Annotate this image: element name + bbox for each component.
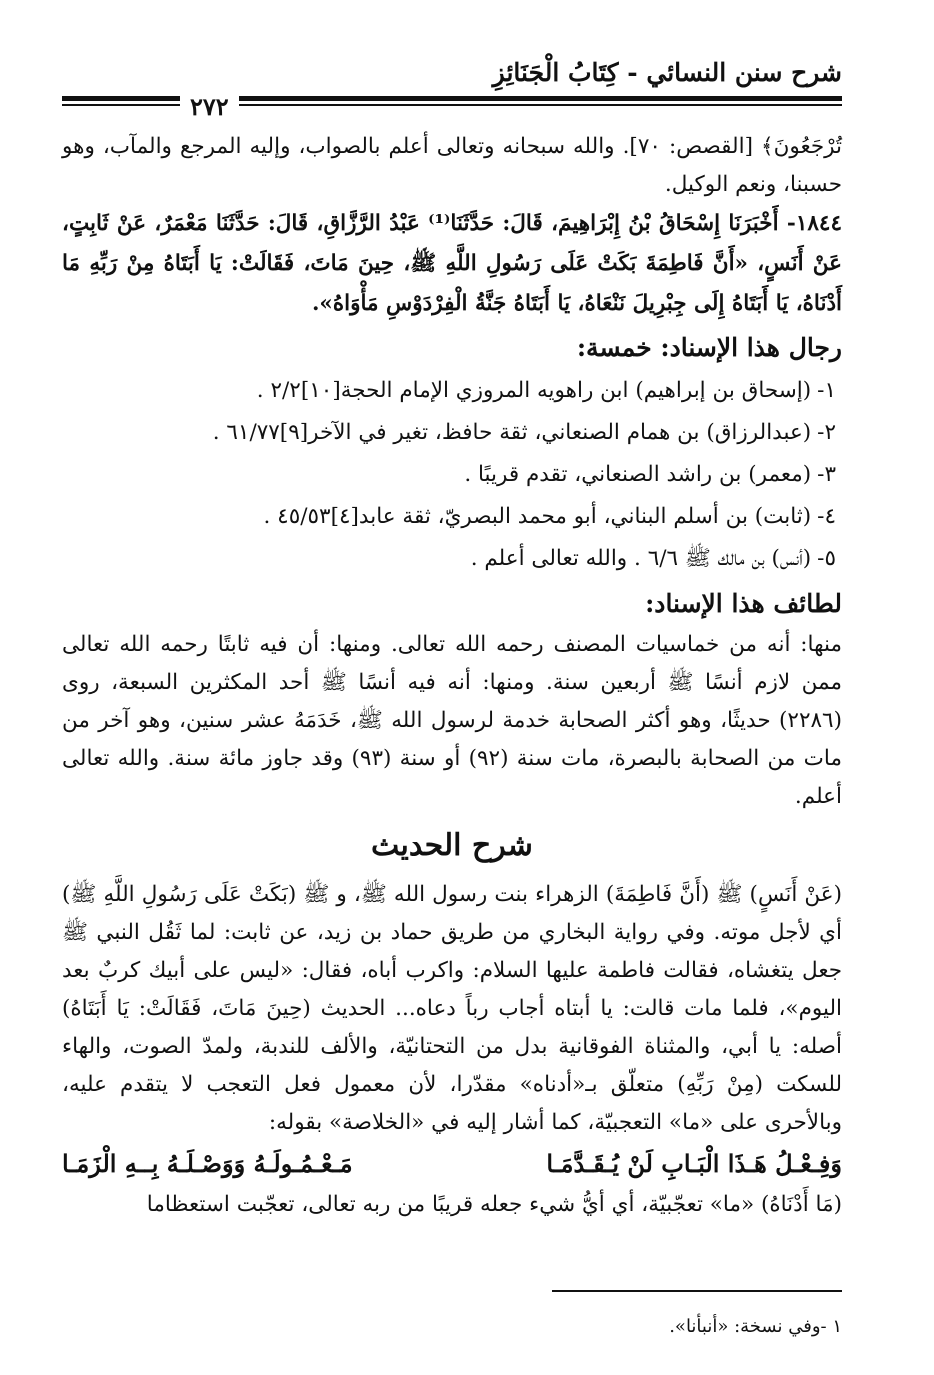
subtleties-paragraph: منها: أنه من خماسيات المصنف رحمه الله تعالى. ومنها: أن فيه ثابتًا رحمه الله تعالى ممن لازم أنسًا ﷺ أربعين سنة. ومنها: أنه فيه أنسًا ﷺ أحد المكثرين السبعة، روى (٢٢٨٦) حديثًا، وهو أكثر الصحابة خدمة لرسول الله ﷺ، خَدَمَهُ عشر سنين، وهو آخر من مات من الصحابة بالبصرة، مات سنة (٩٢) أو سنة (٩٣) وقد جاوز مائة سنة. والله تعالى أعلم. <box>62 632 842 809</box>
book-page <box>62 52 842 1335</box>
poem-verse <box>62 1142 842 1186</box>
footnote-divider <box>552 1290 842 1292</box>
explanation-continued: (مَا أَدْنَاهُ) «ما» تعجّبيّة، أي أيُّ شيء جعله قريبًا من ربه تعالى، تعجّبت استعظاما <box>146 1192 842 1217</box>
narrator-item: ٥-(أنس) بن مالك ﷺ ٦/٦ . والله تعالى أعلم . <box>470 546 836 571</box>
narrators-list <box>62 370 842 580</box>
hadith-text: ١٨٤٤- أَخْبَرَنَا إِسْحَاقُ بْنُ إِبْرَاهِيمَ، قَالَ: حَدَّثَنَا⁽¹⁾ عَبْدُ الرَّزَّاقِ، قَالَ: حَدَّثَنَا مَعْمَرٌ، عَنْ ثَابِتٍ، عَنْ أَنَسٍ، «أَنَّ فَاطِمَةَ بَكَتْ عَلَى رَسُولِ اللَّهِ ﷺ، حِينَ مَاتَ، فَقَالَتْ: يَا أَبَتَاهُ مِنْ رَبِّهِ مَا أَدْنَاهُ، يَا أَبَتَاهُ إِلَى جِبْرِيلَ نَنْعَاهُ، يَا أَبَتَاهُ جَنَّةُ الْفِرْدَوْسِ مَأْوَاهُ». <box>62 211 843 316</box>
narrator-item: ٤-(ثابت) بن أسلم البناني، أبو محمد البصريّ، ثقة عابد[٤]٤٥/٥٣ . <box>263 504 836 529</box>
running-title: شرح سنن النسائي - كِتَابُ الْجَنَائِزِ <box>492 58 842 87</box>
narrators-heading: رجال هذا الإسناد: خمسة: <box>576 333 842 362</box>
header-rule-thick <box>62 96 842 101</box>
poem-second-hemistich: مَـعْـمُـولَـهُ وَوَصْـلَـهُ بِــهِ الْزَمَـا <box>62 1149 353 1178</box>
header-rule-thin <box>62 104 842 106</box>
footnote: ١ -وفي نسخة: «أنبأنا». <box>669 1316 842 1337</box>
poem-first-hemistich: وَفِـعْـلُ هَـذَا الْبَـابِ لَنْ يُـقَـدَّمَـا <box>546 1149 842 1178</box>
intro-paragraph: تُرْجَعُونَ﴾ [القصص: ٧٠]. والله سبحانه وتعالى أعلم بالصواب، وإليه المرجع والمآب، وهو حسبنا، ونعم الوكيل. <box>62 134 842 197</box>
narrator-item: ٣-(معمر) بن راشد الصنعاني، تقدم قريبًا . <box>464 462 836 487</box>
narrator-item: ٢-(عبدالرزاق) بن همام الصنعاني، ثقة حافظ، تغير في الآخر[٩]٦١/٧٧ . <box>212 420 836 445</box>
explanation-paragraph: (عَنْ أَنَسٍ) ﷺ (أَنَّ فَاطِمَةَ) الزهراء بنت رسول الله ﷺ، و ﷺ (بَكَتْ عَلَى رَسُولِ اللَّهِ ﷺ) أي لأجل موته. وفي رواية البخاري من طريق حماد بن زيد، عن ثابت: لما ثَقُل النبي ﷺ جعل يتغشاه، فقالت فاطمة عليها السلام: واكرب أباه، فقال: «ليس على أبيك كربٌ بعد اليوم»، فلما مات قالت: يا أبتاه أجاب رباً دعاه... الحديث (حِينَ مَاتَ، فَقَالَتْ: يَا أَبَتَاهُ) أصله: يا أبي، والمثناة الفوقانية بدل من التحتانيّة، والألف للندبة، ولمدّ الصوت، والهاء للسكت (مِنْ رَبِّهِ) متعلّق بـ«أدناه» مقدّرا، لأن معمول فعل التعجب لا يتقدم عليه، وبالأحرى على «ما» التعجبيّة، كما أشار إليه في «الخلاصة» بقوله: <box>62 882 842 1135</box>
subtleties-heading: لطائف هذا الإسناد: <box>645 589 842 618</box>
page-header <box>62 52 842 121</box>
page-body <box>62 128 842 1224</box>
explanation-heading: شرح الحديث <box>371 828 533 863</box>
narrator-item: ١-(إسحاق بن إبراهيم) ابن راهويه المروزي الإمام الحجة[١٠]٢/٢ . <box>256 378 836 403</box>
page-number: ٢٧٢ <box>180 92 239 121</box>
